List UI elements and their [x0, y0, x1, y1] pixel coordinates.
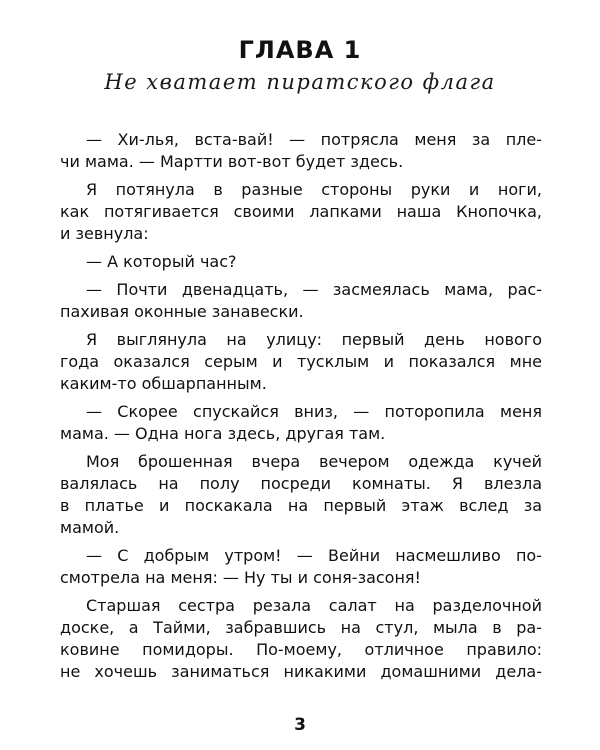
paragraph — [60, 451, 542, 539]
text-line: и зевнула: — [60, 224, 149, 243]
text-line: Старшая сестра резала салат на разделочной — [86, 596, 542, 615]
text-line: ковине помидоры. По-моему, отличное правило: — [60, 640, 542, 659]
text-line: Я потянула в разные стороны руки и ноги, — [86, 180, 542, 199]
paragraph — [60, 251, 542, 273]
paragraph — [60, 595, 542, 683]
paragraph — [60, 279, 542, 323]
text-line: — Хи-лья, вста-вай! — потрясла меня за пле- — [86, 130, 542, 149]
text-line: мама. — Одна нога здесь, другая там. — [60, 424, 386, 443]
text-line: не хочешь заниматься никакими домашними дела- — [60, 662, 542, 681]
text-line: года оказался серым и тусклым и показался мне — [60, 352, 542, 371]
chapter-subtitle: Не хватает пиратского флага — [104, 70, 496, 94]
body-text — [60, 129, 542, 689]
text-line: Моя брошенная вчера вечером одежда кучей — [86, 452, 542, 471]
page-number: 3 — [294, 715, 306, 735]
paragraph — [60, 129, 542, 173]
text-line: как потягивается своими лапками наша Кнопочка, — [60, 202, 542, 221]
text-line: — А который час? — [86, 252, 237, 271]
paragraph — [60, 545, 542, 589]
text-line: в платье и поскакала на первый этаж вслед за — [60, 496, 542, 515]
text-line: — С добрым утром! — Вейни насмешливо по- — [86, 546, 542, 565]
text-line: — Почти двенадцать, — засмеялась мама, рас- — [86, 280, 542, 299]
text-line: каким-то обшарпанным. — [60, 374, 267, 393]
text-line: — Скорее спускайся вниз, — поторопила меня — [86, 402, 542, 421]
paragraph — [60, 329, 542, 395]
text-line: валялась на полу посреди комнаты. Я влезла — [60, 474, 542, 493]
paragraph — [60, 401, 542, 445]
chapter-heading: ГЛАВА 1 — [238, 36, 362, 64]
paragraph — [60, 179, 542, 245]
text-line: мамой. — [60, 518, 120, 537]
text-line: чи мама. — Мартти вот-вот будет здесь. — [60, 152, 404, 171]
text-line: смотрела на меня: — Ну ты и соня-засоня! — [60, 568, 421, 587]
text-line: доске, а Тайми, забравшись на стул, мыла в ра- — [60, 618, 542, 637]
text-line: пахивая оконные занавески. — [60, 302, 304, 321]
text-line: Я выглянула на улицу: первый день нового — [86, 330, 542, 349]
